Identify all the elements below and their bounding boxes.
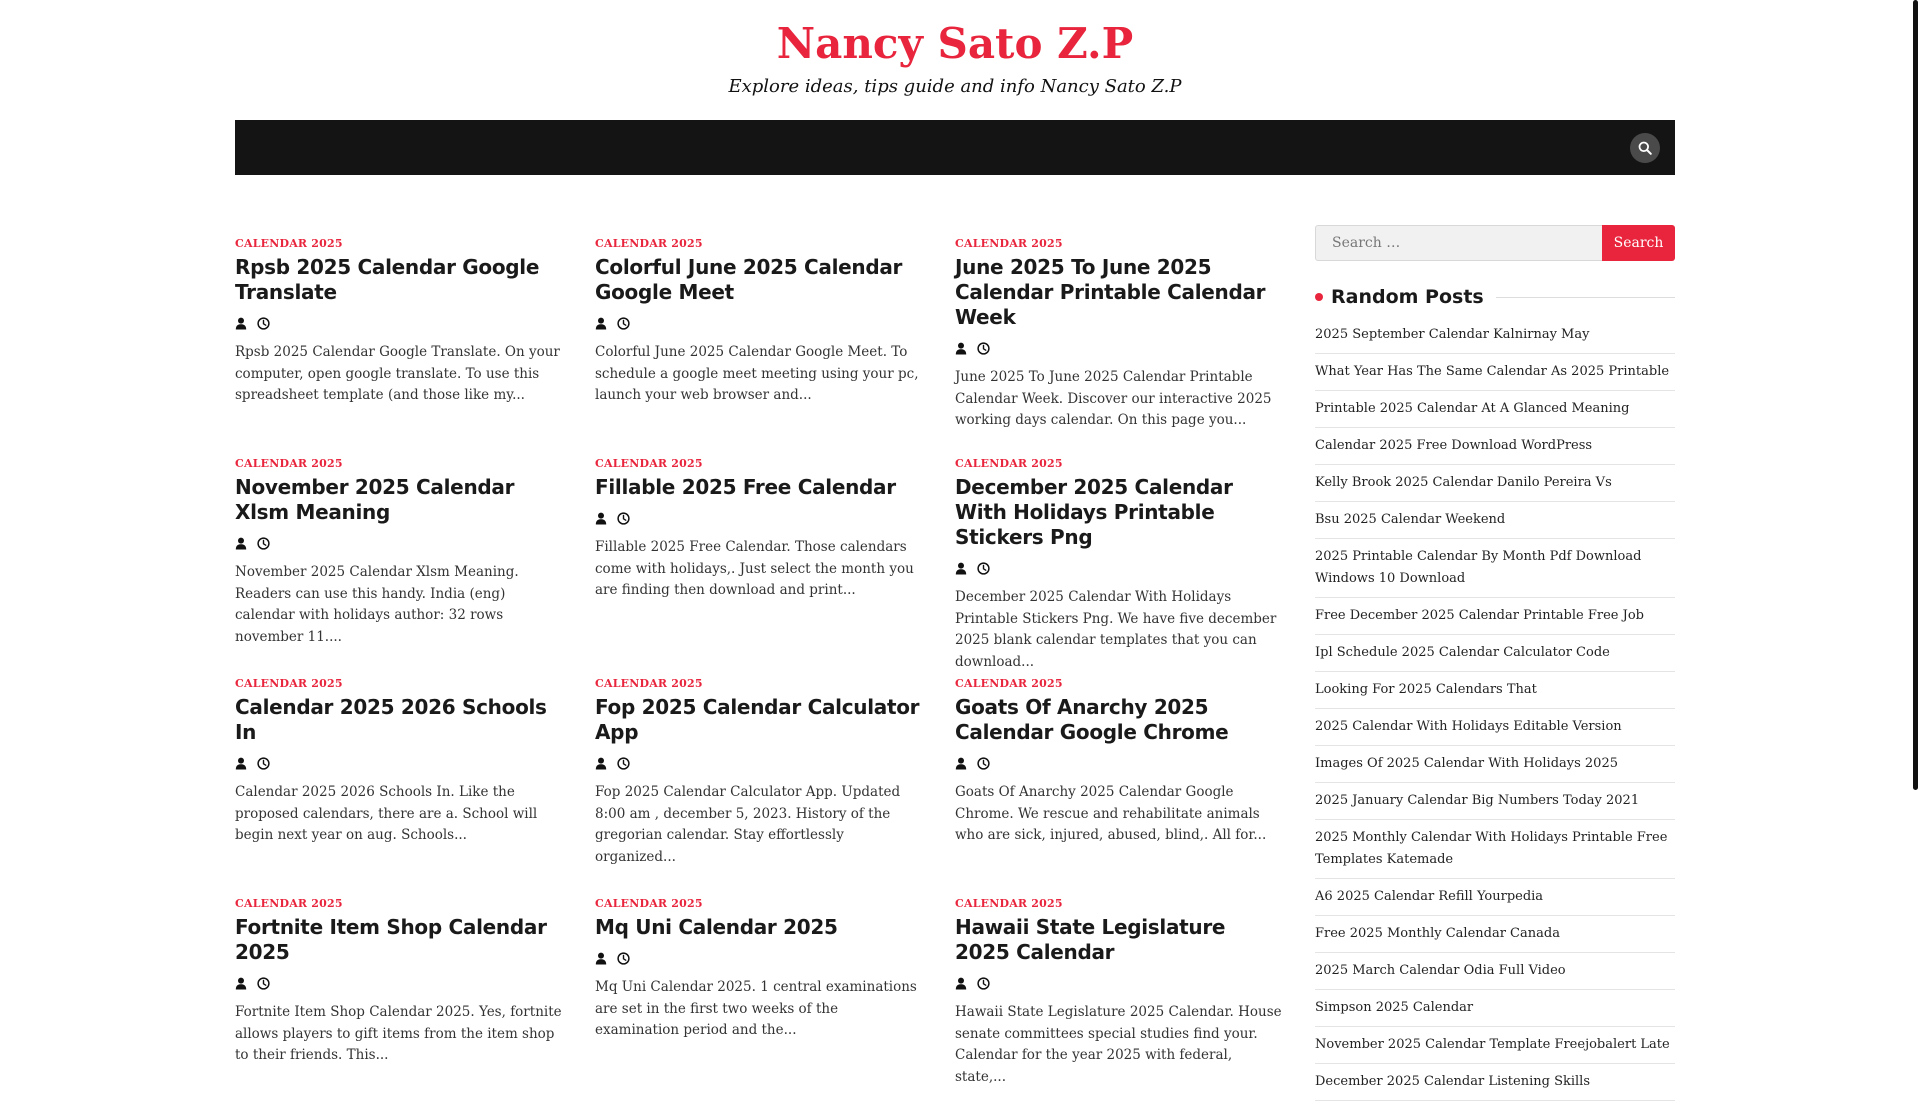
post-title-link[interactable]: Rpsb 2025 Calendar Google Translate: [235, 255, 540, 304]
post-excerpt: November 2025 Calendar Xlsm Meaning. Readers can use this handy. India (eng) calendar with holidays author: 32 rows november 11....: [235, 564, 519, 645]
random-post-link[interactable]: 2025 March Calendar Odia Full Video: [1315, 953, 1675, 990]
author-icon[interactable]: [955, 975, 969, 989]
author-icon[interactable]: [955, 340, 969, 354]
random-post-link[interactable]: December 2025 Calendar Listening Skills: [1315, 1064, 1675, 1101]
post-meta: [955, 974, 1285, 990]
post-category-link[interactable]: CALENDAR 2025: [595, 897, 703, 910]
post-card: [595, 232, 925, 452]
post-meta: [595, 949, 925, 965]
random-post-link[interactable]: Kelly Brook 2025 Calendar Danilo Pereira Vs: [1315, 465, 1675, 502]
author-icon[interactable]: [955, 755, 969, 769]
random-post-link[interactable]: Bsu 2025 Calendar Weekend: [1315, 502, 1675, 539]
author-icon[interactable]: [595, 950, 609, 964]
clock-icon[interactable]: [977, 560, 991, 574]
post-meta: [235, 314, 565, 330]
post-title-link[interactable]: Fortnite Item Shop Calendar 2025: [235, 915, 547, 964]
post-category-link[interactable]: CALENDAR 2025: [955, 237, 1063, 250]
random-post-link[interactable]: Printable 2025 Calendar At A Glanced Meaning: [1315, 391, 1675, 428]
post-excerpt: Colorful June 2025 Calendar Google Meet. To schedule a google meet meeting using your pc, launch your web browser and...: [595, 344, 919, 403]
post-category-link[interactable]: CALENDAR 2025: [595, 677, 703, 690]
heading-divider: [1496, 297, 1675, 298]
post-card: [595, 452, 925, 672]
post-excerpt: December 2025 Calendar With Holidays Printable Stickers Png. We have five december 2025 blank calendar templates that you can download...: [955, 589, 1277, 670]
post-category-link[interactable]: CALENDAR 2025: [955, 677, 1063, 690]
post-meta: [955, 559, 1285, 575]
post-meta: [595, 509, 925, 525]
post-card: [955, 892, 1285, 1112]
post-title-link[interactable]: December 2025 Calendar With Holidays Printable Stickers Png: [955, 475, 1233, 549]
post-title-link[interactable]: Goats Of Anarchy 2025 Calendar Google Chrome: [955, 695, 1229, 744]
author-icon[interactable]: [595, 755, 609, 769]
post-meta: [235, 534, 565, 550]
clock-icon[interactable]: [617, 315, 631, 329]
post-card: [955, 672, 1285, 892]
main-navbar: [235, 120, 1675, 175]
post-title-link[interactable]: Colorful June 2025 Calendar Google Meet: [595, 255, 903, 304]
clock-icon[interactable]: [977, 340, 991, 354]
scrollbar-thumb[interactable]: [1913, 0, 1918, 790]
clock-icon[interactable]: [257, 535, 271, 549]
post-card: [235, 672, 565, 892]
author-icon[interactable]: [235, 535, 249, 549]
author-icon[interactable]: [595, 315, 609, 329]
post-title-link[interactable]: Calendar 2025 2026 Schools In: [235, 695, 547, 744]
nav-search-button[interactable]: [1630, 133, 1660, 163]
post-grid: [235, 232, 1285, 1112]
clock-icon[interactable]: [977, 755, 991, 769]
post-category-link[interactable]: CALENDAR 2025: [955, 457, 1063, 470]
random-post-link[interactable]: 2025 Calendar With Holidays Editable Version: [1315, 709, 1675, 746]
random-post-link[interactable]: 2025 Printable Calendar By Month Pdf Download Windows 10 Download: [1315, 539, 1675, 598]
post-category-link[interactable]: CALENDAR 2025: [235, 897, 343, 910]
clock-icon[interactable]: [617, 950, 631, 964]
post-card: [955, 232, 1285, 452]
random-post-link[interactable]: 2025 Monthly Calendar With Holidays Printable Free Templates Katemade: [1315, 820, 1675, 879]
random-post-link[interactable]: Looking For 2025 Calendars That: [1315, 672, 1675, 709]
post-excerpt: Fillable 2025 Free Calendar. Those calendars come with holidays,. Just select the month you are finding then download and print...: [595, 539, 914, 598]
author-icon[interactable]: [235, 755, 249, 769]
author-icon[interactable]: [235, 975, 249, 989]
bullet-dot-icon: [1315, 293, 1323, 301]
random-post-link[interactable]: Ipl Schedule 2025 Calendar Calculator Code: [1315, 635, 1675, 672]
random-posts-heading: [1315, 285, 1675, 309]
post-category-link[interactable]: CALENDAR 2025: [235, 457, 343, 470]
random-post-link[interactable]: 2025 September Calendar Kalnirnay May: [1315, 317, 1675, 354]
post-excerpt: Rpsb 2025 Calendar Google Translate. On your computer, open google translate. To use this spreadsheet template (and those like my...: [235, 344, 560, 403]
post-card: [235, 232, 565, 452]
random-post-link[interactable]: Simpson 2025 Calendar: [1315, 990, 1675, 1027]
site-tagline: Explore ideas, tips guide and info Nancy Sato Z.P: [728, 76, 1182, 97]
clock-icon[interactable]: [617, 755, 631, 769]
search-input[interactable]: [1315, 225, 1603, 261]
clock-icon[interactable]: [257, 975, 271, 989]
clock-icon[interactable]: [257, 315, 271, 329]
clock-icon[interactable]: [257, 755, 271, 769]
post-meta: [235, 754, 565, 770]
post-meta: [595, 314, 925, 330]
random-post-link[interactable]: What Year Has The Same Calendar As 2025 Printable: [1315, 354, 1675, 391]
post-card: [595, 892, 925, 1112]
post-category-link[interactable]: CALENDAR 2025: [235, 677, 343, 690]
site-title[interactable]: Nancy Sato Z.P: [776, 19, 1134, 68]
post-excerpt: Goats Of Anarchy 2025 Calendar Google Chrome. We rescue and rehabilitate animals who are sick, injured, abused, blind,. All for...: [955, 784, 1267, 843]
post-excerpt: Hawaii State Legislature 2025 Calendar. House senate committees special studies find your. Calendar for the year 2025 with federal, state,...: [955, 1004, 1282, 1085]
post-card: [955, 452, 1285, 672]
random-posts-title: Random Posts: [1331, 286, 1484, 308]
post-meta: [955, 339, 1285, 355]
post-title-link[interactable]: Fillable 2025 Free Calendar: [595, 475, 896, 499]
sidebar-search-form: [1315, 225, 1675, 261]
author-icon[interactable]: [235, 315, 249, 329]
post-category-link[interactable]: CALENDAR 2025: [595, 237, 703, 250]
post-excerpt: Mq Uni Calendar 2025. 1 central examinations are set in the first two weeks of the examination period and the...: [595, 979, 917, 1038]
random-post-link[interactable]: A6 2025 Calendar Refill Yourpedia: [1315, 879, 1675, 916]
random-post-link[interactable]: Images Of 2025 Calendar With Holidays 2025: [1315, 746, 1675, 783]
site-header: [0, 0, 1920, 120]
sidebar: [1315, 225, 1675, 1101]
search-icon: [1638, 141, 1652, 155]
post-meta: [595, 754, 925, 770]
search-button[interactable]: Search: [1602, 225, 1675, 261]
post-category-link[interactable]: CALENDAR 2025: [955, 897, 1063, 910]
post-excerpt: Fortnite Item Shop Calendar 2025. Yes, fortnite allows players to gift items from the item shop to their friends. This...: [235, 1004, 562, 1063]
random-post-link[interactable]: 2025 January Calendar Big Numbers Today 2021: [1315, 783, 1675, 820]
post-excerpt: Fop 2025 Calendar Calculator App. Updated 8:00 am , december 5, 2023. History of the gregorian calendar. Stay effortlessly organized...: [595, 784, 901, 865]
page-scrollbar[interactable]: [1911, 0, 1920, 1080]
post-excerpt: Calendar 2025 2026 Schools In. Like the proposed calendars, there are a. School will begin next year on aug. Schools...: [235, 784, 538, 843]
post-meta: [955, 754, 1285, 770]
author-icon[interactable]: [955, 560, 969, 574]
post-category-link[interactable]: CALENDAR 2025: [235, 237, 343, 250]
post-card: [595, 672, 925, 892]
post-excerpt: June 2025 To June 2025 Calendar Printable Calendar Week. Discover our interactive 2025 working days calendar. On this page you...: [955, 369, 1272, 428]
random-post-link[interactable]: Free December 2025 Calendar Printable Free Job: [1315, 598, 1675, 635]
author-icon[interactable]: [595, 510, 609, 524]
post-card: [235, 452, 565, 672]
post-meta: [235, 974, 565, 990]
post-title-link[interactable]: Mq Uni Calendar 2025: [595, 915, 838, 939]
random-post-link[interactable]: Free 2025 Monthly Calendar Canada: [1315, 916, 1675, 953]
random-posts-list: [1315, 317, 1675, 1101]
post-category-link[interactable]: CALENDAR 2025: [595, 457, 703, 470]
post-title-link[interactable]: June 2025 To June 2025 Calendar Printable Calendar Week: [955, 255, 1266, 329]
post-title-link[interactable]: Fop 2025 Calendar Calculator App: [595, 695, 920, 744]
post-card: [235, 892, 565, 1112]
random-post-link[interactable]: November 2025 Calendar Template Freejobalert Late: [1315, 1027, 1675, 1064]
clock-icon[interactable]: [617, 510, 631, 524]
post-title-link[interactable]: Hawaii State Legislature 2025 Calendar: [955, 915, 1226, 964]
random-post-link[interactable]: Calendar 2025 Free Download WordPress: [1315, 428, 1675, 465]
clock-icon[interactable]: [977, 975, 991, 989]
post-title-link[interactable]: November 2025 Calendar Xlsm Meaning: [235, 475, 515, 524]
